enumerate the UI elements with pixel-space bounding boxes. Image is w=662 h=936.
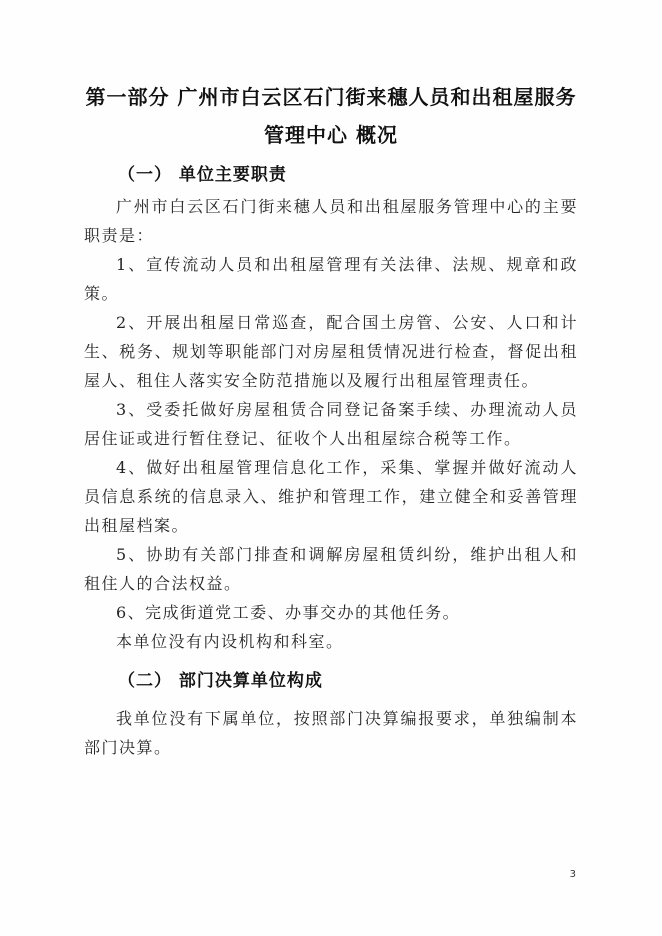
page-number: 3: [569, 869, 576, 880]
section-heading-1: （一） 单位主要职责: [118, 165, 287, 185]
paragraph-duty-6: 6、完成街道党工委、办事交办的其他任务。: [116, 603, 461, 622]
paragraph-no-internal-org: 本单位没有内设机构和科室。: [116, 632, 344, 651]
document-title: [84, 78, 578, 154]
paragraph-duty-5: 5、协助有关部门排查和调解房屋租赁纠纷，维护出租人和租住人的合法权益。: [84, 545, 578, 593]
paragraph-budget-unit: 我单位没有下属单位，按照部门决算编报要求，单独编制本部门决算。: [84, 709, 578, 757]
section-heading-2: （二） 部门决算单位构成: [118, 671, 323, 691]
paragraph-duty-4: 4、做好出租屋管理信息化工作，采集、掌握并做好流动人员信息系统的信息录入、维护和管理工作，建立健全和妥善管理出租屋档案。: [84, 458, 578, 535]
document-title-line1: 第一部分 广州市白云区石门街来穗人员和出租屋服务: [85, 85, 577, 109]
paragraph-duty-2: 2、开展出租屋日常巡查，配合国土房管、公安、人口和计生、税务、规划等职能部门对房屋租赁情况进行检查，督促出租屋人、租住人落实安全防范措施以及履行出租屋管理责任。: [84, 313, 578, 390]
document-title-line2: 管理中心 概况: [264, 123, 398, 147]
paragraph-duty-1: 1、宣传流动人员和出租屋管理有关法律、法规、规章和政策。: [84, 255, 578, 303]
document-content: [84, 78, 578, 762]
paragraph-duty-3: 3、受委托做好房屋租赁合同登记备案手续、办理流动人员居住证或进行暂住登记、征收个人出租屋综合税等工作。: [84, 400, 578, 448]
paragraph-unit-duty-intro: 广州市白云区石门街来穗人员和出租屋服务管理中心的主要职责是：: [84, 197, 578, 245]
